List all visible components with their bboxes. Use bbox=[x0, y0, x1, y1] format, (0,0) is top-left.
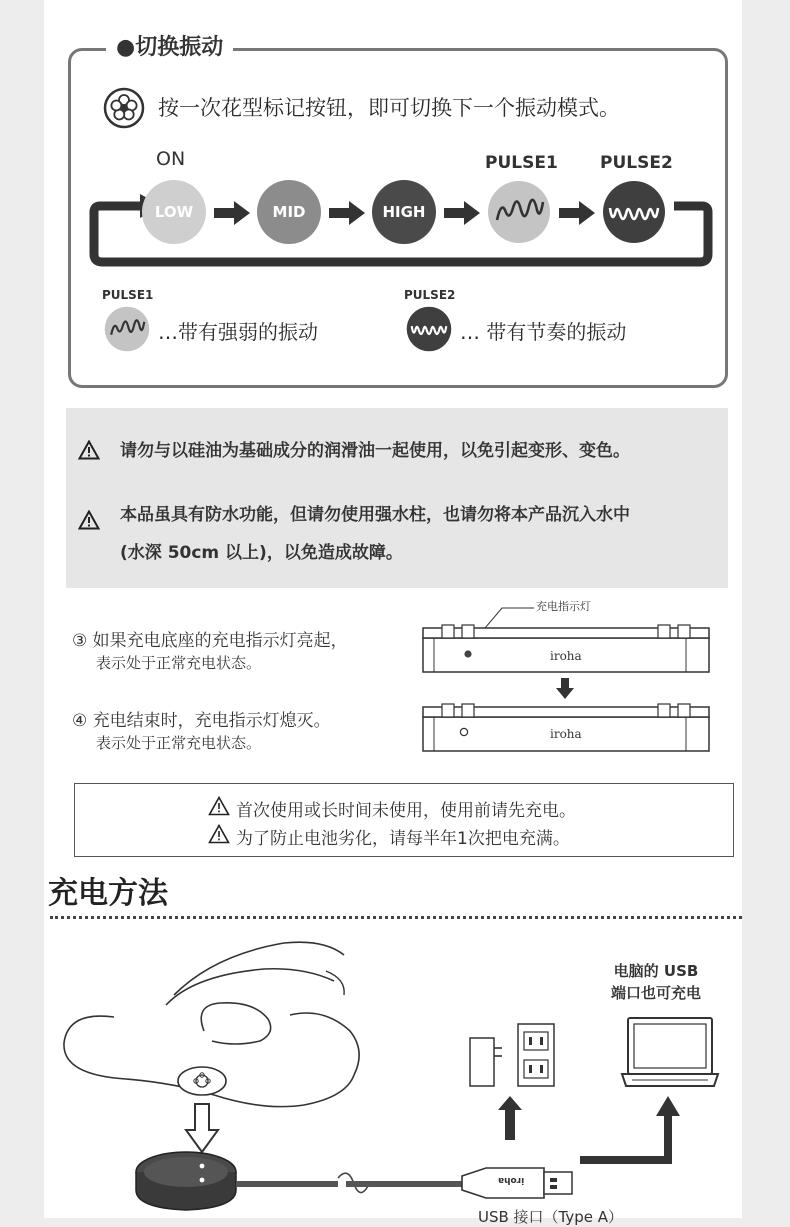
warning-icon bbox=[78, 440, 100, 460]
dotted-divider bbox=[50, 916, 742, 919]
pulse2-icon bbox=[406, 306, 452, 352]
warning-icon bbox=[208, 796, 230, 816]
step4-line2: 表示处于正常充电状态。 bbox=[96, 734, 262, 752]
legend-pulse1-label: PULSE1 bbox=[102, 288, 154, 302]
mode-high-label: HIGH bbox=[382, 203, 426, 221]
right-arrow-icon bbox=[327, 200, 367, 226]
mode-low-circle bbox=[142, 180, 206, 244]
pulse2-label: PULSE2 bbox=[600, 153, 673, 173]
vibration-section-title: ●切换振动 bbox=[106, 30, 233, 61]
hollow-down-arrow-icon bbox=[184, 1102, 220, 1154]
mode-high-circle bbox=[372, 180, 436, 244]
mode-low-label: LOW bbox=[154, 203, 194, 221]
legend-pulse2-desc: … 带有节奏的振动 bbox=[460, 320, 627, 344]
up-arrow-icon bbox=[496, 1094, 524, 1142]
right-arrow-icon bbox=[557, 200, 597, 226]
right-arrow-icon bbox=[442, 200, 482, 226]
charge-indicator-label: 充电指示灯 bbox=[536, 600, 591, 613]
mode-mid-circle bbox=[257, 180, 321, 244]
mode-pulse2-circle bbox=[602, 180, 666, 244]
warning-text-1: 请勿与以硅油为基础成分的润滑油一起使用，以免引起变形、变色。 bbox=[120, 441, 630, 461]
right-arrow-icon bbox=[212, 200, 252, 226]
ac-adapter-outlet-illustration bbox=[466, 1022, 558, 1090]
note-line-1: 首次使用或长时间未使用，使用前请先充电。 bbox=[236, 801, 576, 821]
cable-brand: iroha bbox=[498, 1175, 525, 1185]
step3-line1: ③ 如果充电底座的充电指示灯亮起， bbox=[72, 631, 348, 651]
base-brand-off: iroha bbox=[550, 727, 582, 741]
step4-line1: ④ 充电结束时，充电指示灯熄灭。 bbox=[72, 711, 331, 731]
pulse1-icon bbox=[104, 306, 150, 352]
flower-button-icon bbox=[102, 86, 146, 130]
legend-pulse1-desc: …带有强弱的振动 bbox=[158, 320, 318, 344]
down-arrow-icon bbox=[556, 678, 574, 700]
note-line-2: 为了防止电池劣化，请每半年1次把电充满。 bbox=[236, 829, 570, 849]
vibration-instruction: 按一次花型标记按钮，即可切换下一个振动模式。 bbox=[158, 96, 620, 120]
step3-line2: 表示处于正常充电状态。 bbox=[96, 654, 262, 672]
pc-usb-label bbox=[598, 960, 714, 1004]
usb-type-a-label: USB 接口（Type A） bbox=[478, 1208, 624, 1226]
mode-mid-label: MID bbox=[272, 203, 306, 221]
mode-pulse1-circle bbox=[487, 180, 551, 244]
warning-icon bbox=[78, 510, 100, 530]
on-label: ON bbox=[156, 148, 186, 170]
product-manual-page bbox=[44, 0, 742, 1226]
charging-method-title: 充电方法 bbox=[48, 876, 168, 911]
pulse1-label: PULSE1 bbox=[485, 153, 558, 173]
warning-icon bbox=[208, 824, 230, 844]
elbow-arrow-to-laptop bbox=[578, 1094, 688, 1168]
base-brand-lit: iroha bbox=[550, 649, 582, 663]
laptop-icon bbox=[618, 1014, 722, 1094]
legend-pulse2-label: PULSE2 bbox=[404, 288, 456, 302]
warning-text-2-line1: 本品虽具有防水功能，但请勿使用强水柱，也请勿将本产品沉入水中 bbox=[120, 505, 630, 525]
warning-text-2-line2: (水深 50cm 以上)，以免造成故障。 bbox=[120, 543, 403, 563]
pc-usb-label-line2: 端口也可充电 bbox=[610, 984, 701, 1002]
pc-usb-label-line1: 电脑的 USB bbox=[613, 962, 699, 980]
